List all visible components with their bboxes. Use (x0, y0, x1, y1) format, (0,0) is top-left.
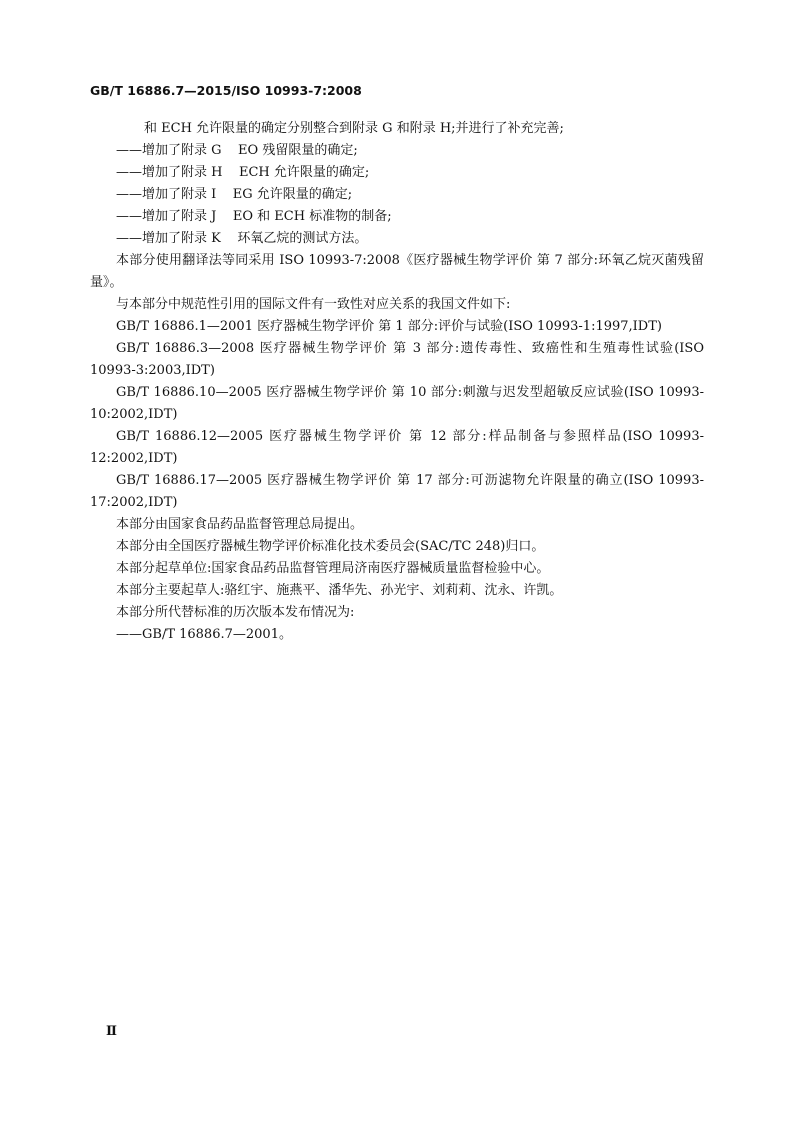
document-code-header: GB/T 16886.7—2015/ISO 10993-7:2008 (90, 83, 362, 98)
reference-item: GB/T 16886.1—2001 医疗器械生物学评价 第 1 部分:评价与试验(ISO 10993-1:1997,IDT) (116, 319, 662, 334)
list-item-annex-j: ——增加了附录 J EO 和 ECH 标准物的制备; (116, 209, 392, 224)
list-item-previous-edition: ——GB/T 16886.7—2001。 (116, 627, 292, 642)
reference-item: GB/T 16886.17—2005 医疗器械生物学评价 第 17 部分:可沥滤物允许限量的确立(ISO 10993-17:2002,IDT) (90, 473, 704, 510)
list-item-annex-k: ——增加了附录 K 环氧乙烷的测试方法。 (116, 231, 368, 246)
paragraph-proposer: 本部分由国家食品药品监督管理总局提出。 (116, 517, 364, 532)
paragraph-history-intro: 本部分所代替标准的历次版本发布情况为: (116, 605, 355, 620)
list-item-annex-h: ——增加了附录 H ECH 允许限量的确定; (116, 165, 370, 180)
paragraph-correspondence-intro: 与本部分中规范性引用的国际文件有一致性对应关系的我国文件如下: (116, 297, 511, 312)
reference-item: GB/T 16886.10—2005 医疗器械生物学评价 第 10 部分:刺激与迟发型超敏反应试验(ISO 10993-10:2002,IDT) (90, 385, 704, 422)
paragraph-adoption: 本部分使用翻译法等同采用 ISO 10993-7:2008《医疗器械生物学评价 第 7 部分:环氧乙烷灭菌残留量》。 (90, 253, 704, 290)
document-body (90, 118, 704, 646)
list-item-annex-g: ——增加了附录 G EO 残留限量的确定; (116, 143, 358, 158)
reference-item: GB/T 16886.3—2008 医疗器械生物学评价 第 3 部分:遗传毒性、致癌性和生殖毒性试验(ISO 10993-3:2003,IDT) (90, 341, 704, 378)
paragraph-continuation: 和 ECH 允许限量的确定分别整合到附录 G 和附录 H;并进行了补充完善; (144, 121, 564, 136)
reference-item: GB/T 16886.12—2005 医疗器械生物学评价 第 12 部分:样品制备与参照样品(ISO 10993-12:2002,IDT) (90, 429, 704, 466)
paragraph-drafters: 本部分主要起草人:骆红宇、施燕平、潘华先、孙光宇、刘莉莉、沈永、许凯。 (116, 583, 563, 598)
paragraph-committee: 本部分由全国医疗器械生物学评价标准化技术委员会(SAC/TC 248)归口。 (116, 539, 545, 554)
list-item-annex-i: ——增加了附录 I EG 允许限量的确定; (116, 187, 353, 202)
page-number: Ⅱ (106, 1024, 117, 1039)
paragraph-drafting-unit: 本部分起草单位:国家食品药品监督管理局济南医疗器械质量监督检验中心。 (116, 561, 550, 576)
